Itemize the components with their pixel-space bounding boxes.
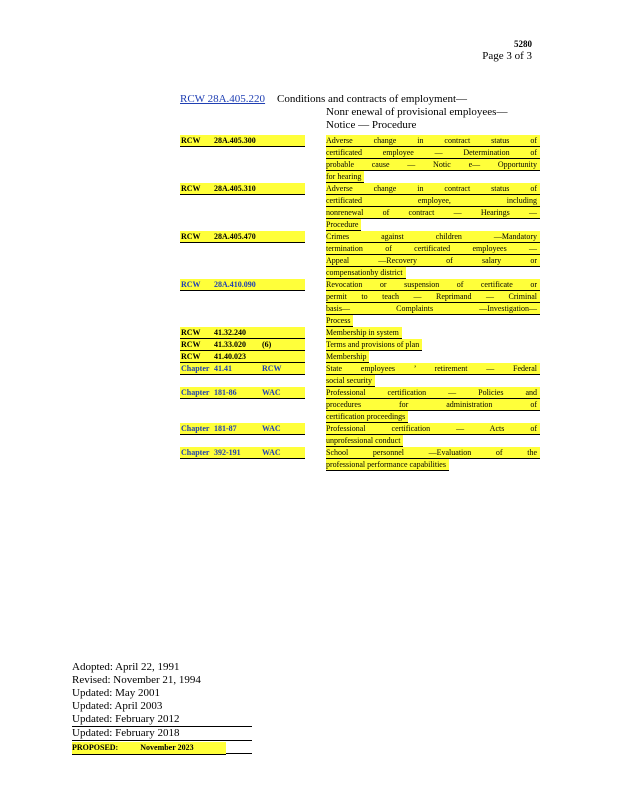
history-entry <box>72 713 262 727</box>
reference-cite-part: Chapter <box>181 388 210 397</box>
reference-cite-link[interactable] <box>180 387 305 399</box>
page-header <box>482 38 532 62</box>
reference-cite-part: 41.33.020 <box>214 340 246 349</box>
reference-list <box>180 135 540 471</box>
history-entry <box>72 700 262 713</box>
history-entry-text: Adopted: April 22, 1991 <box>72 661 180 673</box>
reference-row <box>180 135 540 183</box>
reference-title-line: State employees ’ retirement — Federal <box>326 363 540 375</box>
reference-title <box>326 351 540 363</box>
reference-title-line: probable cause — Notic e— Opportunity <box>326 159 540 171</box>
reference-title-line: Terms and provisions of plan <box>326 339 422 351</box>
reference-cite-part: 181-87 <box>214 424 237 433</box>
reference-cite-part: RCW <box>262 364 282 373</box>
reference-title-line: Revocation or suspension of certificate or <box>326 279 540 291</box>
reference-row <box>180 231 540 279</box>
reference-cite-link[interactable] <box>180 339 305 351</box>
reference-title-line: social security <box>326 375 375 387</box>
reference-title-line: Adverse change in contract status of <box>326 183 540 195</box>
proposed-date: November 2023 <box>140 743 194 752</box>
reference-title-line: permit to teach — Reprimand — Criminal <box>326 291 540 303</box>
reference-row <box>180 279 540 327</box>
history-entry <box>72 661 262 674</box>
reference-cite-part: Chapter <box>181 364 210 373</box>
reference-title-line: Adverse change in contract status of <box>326 135 540 147</box>
reference-title: Conditions and contracts of employment— <box>277 93 468 105</box>
reference-cite-part: RCW <box>181 184 201 193</box>
reference-row <box>180 387 540 423</box>
reference-cite-link[interactable] <box>180 423 305 435</box>
history-entry-text: Revised: November 21, 1994 <box>72 674 201 686</box>
reference-title-line: termination of certificated employees — <box>326 243 540 255</box>
reference-title-line: certificated employee — Determination of <box>326 147 540 159</box>
reference-title-line: Process <box>326 315 353 327</box>
reference-title-line: certificated employee, including <box>326 195 540 207</box>
reference-title <box>326 423 540 447</box>
reference-title: Nonr enewal of provisional employees— <box>326 106 508 118</box>
page-label: Page 3 of 3 <box>482 50 532 62</box>
reference-cite-link[interactable] <box>180 351 305 363</box>
reference-row <box>180 183 540 231</box>
reference-title <box>326 135 540 183</box>
history-entry-text: Updated: February 2012 <box>72 713 252 727</box>
reference-cite-link[interactable] <box>180 135 305 147</box>
reference-cite-part: Chapter <box>181 424 210 433</box>
reference-title-line: basis— Complaints —Investigation— <box>326 303 540 315</box>
reference-title-line: Procedure <box>326 219 361 231</box>
reference-title <box>326 327 540 339</box>
reference-cite-part: 28A.410.090 <box>214 280 256 289</box>
reference-title-line: School personnel —Evaluation of the <box>326 447 540 459</box>
reference-row <box>180 339 540 351</box>
reference-row <box>180 327 540 339</box>
reference-cite-part: 28A.405.310 <box>214 184 256 193</box>
reference-title <box>326 447 540 471</box>
reference-title-line: Crimes against children —Mandatory <box>326 231 540 243</box>
reference-cite-part: (6) <box>262 340 272 349</box>
reference-cite-part: 392-191 <box>214 448 241 457</box>
reference-cite-part: RCW <box>181 340 201 349</box>
reference-title <box>326 387 540 423</box>
reference-title-line: procedures for administration of <box>326 399 540 411</box>
history-entry-text: Updated: May 2001 <box>72 687 160 699</box>
reference-row <box>180 363 540 387</box>
reference-cite-link[interactable] <box>180 363 305 375</box>
reference-title-line: Professional certification — Acts of <box>326 423 540 435</box>
reference-title <box>326 339 540 351</box>
reference-row <box>180 351 540 363</box>
history-entry <box>72 687 262 700</box>
reference-cite-part: 41.40.023 <box>214 352 246 361</box>
reference-title-line: nonrenewal of contract — Hearings — <box>326 207 540 219</box>
reference-cite-part: 181-86 <box>214 388 237 397</box>
proposed-line <box>72 741 262 755</box>
reference-title <box>326 363 540 387</box>
policy-number: 5280 <box>514 39 532 49</box>
reference-title-line: Membership <box>326 351 369 363</box>
reference-cite-link[interactable] <box>180 231 305 243</box>
reference-title <box>326 231 540 279</box>
reference-cite-part: 41.32.240 <box>214 328 246 337</box>
reference-cite-link[interactable] <box>180 279 305 291</box>
reference-cite-part: WAC <box>262 424 281 433</box>
legal-references <box>180 93 540 471</box>
reference-row <box>180 423 540 447</box>
reference-cite-part: RCW <box>181 328 201 337</box>
reference-cite-link[interactable] <box>180 447 305 459</box>
reference-row <box>180 447 540 471</box>
reference-cite-link[interactable] <box>180 327 305 339</box>
reference-cite-part: RCW <box>181 232 201 241</box>
reference-cite-part: RCW <box>181 352 201 361</box>
reference-title-line: Professional certification — Policies and <box>326 387 540 399</box>
reference-title-line: professional performance capabilities <box>326 459 449 471</box>
reference-title-line: Membership in system <box>326 327 402 339</box>
history-entry-text: Updated: April 2003 <box>72 700 163 712</box>
reference-cite-part: RCW <box>181 280 201 289</box>
reference-cite-part: WAC <box>262 448 281 457</box>
reference-cite-part: WAC <box>262 388 281 397</box>
reference-title-line: certification proceedings <box>326 411 408 423</box>
reference-title-line: unprofessional conduct <box>326 435 403 447</box>
proposed-label: PROPOSED: <box>72 743 119 752</box>
reference-cite-part: 28A.405.300 <box>214 136 256 145</box>
reference-title <box>326 279 540 327</box>
reference-cite-part: 28A.405.470 <box>214 232 256 241</box>
history-entry <box>72 674 262 687</box>
revision-history <box>72 661 262 755</box>
reference-title: Notice — Procedure <box>326 119 417 131</box>
reference-cite-part: Chapter <box>181 448 210 457</box>
reference-title-line: Appeal —Recovery of salary or <box>326 255 540 267</box>
reference-cite-part: 41.41 <box>214 364 232 373</box>
history-entry-text: Updated: February 2018 <box>72 727 252 741</box>
history-entry <box>72 727 262 741</box>
reference-row <box>180 93 540 135</box>
reference-title-line: compensationby district <box>326 267 406 279</box>
reference-title <box>326 183 540 231</box>
reference-cite-link[interactable]: RCW 28A.405.220 <box>180 93 266 105</box>
reference-cite-part: RCW <box>181 136 201 145</box>
reference-title-line: for hearing <box>326 171 364 183</box>
reference-cite-link[interactable] <box>180 183 305 195</box>
